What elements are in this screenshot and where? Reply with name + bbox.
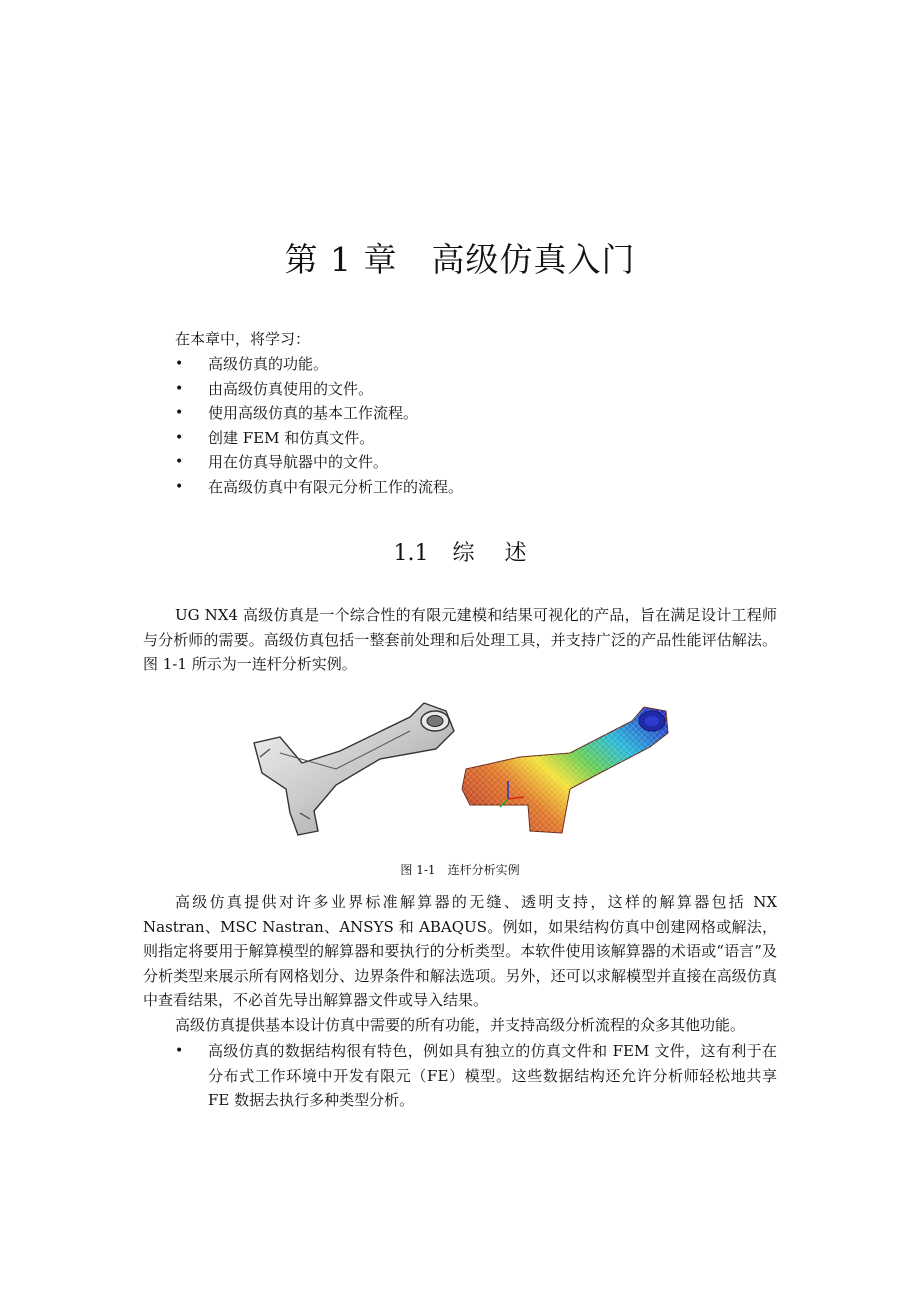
- plain-rod: [254, 703, 454, 835]
- connecting-rod-figure: [240, 693, 680, 843]
- section-word-1: 综: [452, 541, 475, 566]
- figure-caption: [0, 861, 920, 878]
- section-title: [0, 536, 920, 567]
- figure-label: 图 1-1: [400, 863, 436, 877]
- feature-bullet: • 高级仿真的数据结构很有特色，例如具有独立的仿真文件和 FEM 文件，这有利于在分布式工作环境中开发有限元（FE）模型。这些数据结构还允许分析师轻松地共享 FE 数据去执行多种类型分析。: [175, 1039, 777, 1113]
- paragraph-solvers: 高级仿真提供对许多业界标准解算器的无缝、透明支持，这样的解算器包括 NX Nastran、MSC Nastran、ANSYS 和 ABAQUS。例如，如果结构仿真中创建网格或解法，则指定将要用于解算模型的解算器和要执行的分析类型。本软件使用该解算器的术语或“语言”及分析类型来展示所有网格划分、边界条件和解法选项。另外，还可以求解模型并直接在高级仿真中查看结果，不必首先导出解算器文件或导入结果。: [143, 893, 777, 1009]
- list-item: • 由高级仿真使用的文件。: [175, 377, 463, 402]
- paragraph-features: 高级仿真提供基本设计仿真中需要的所有功能，并支持高级分析流程的众多其他功能。: [175, 1016, 746, 1034]
- paragraph-overview: UG NX4 高级仿真是一个综合性的有限元建模和结果可视化的产品，旨在满足设计工程师与分析师的需要。高级仿真包括一整套前处理和后处理工具，并支持广泛的产品性能评估解法。图 1-1 所示为一连杆分析实例。: [143, 606, 777, 673]
- section-number: 1.1: [393, 541, 429, 566]
- connecting-rod-illustration: [240, 693, 680, 843]
- list-item: • 高级仿真的功能。: [175, 352, 463, 377]
- list-item: • 用在仿真导航器中的文件。: [175, 450, 463, 475]
- objectives-list: [175, 352, 463, 499]
- analysis-rod: [462, 707, 668, 833]
- chapter-title: 第 1 章 高级仿真入门: [284, 240, 636, 279]
- list-item: • 使用高级仿真的基本工作流程。: [175, 401, 463, 426]
- section-word-2: 述: [504, 541, 527, 566]
- intro-lead: 在本章中，将学习：: [175, 330, 311, 348]
- list-item: • 在高级仿真中有限元分析工作的流程。: [175, 475, 463, 500]
- figure-caption-text: 连杆分析实例: [447, 863, 520, 877]
- list-item: • 创建 FEM 和仿真文件。: [175, 426, 463, 451]
